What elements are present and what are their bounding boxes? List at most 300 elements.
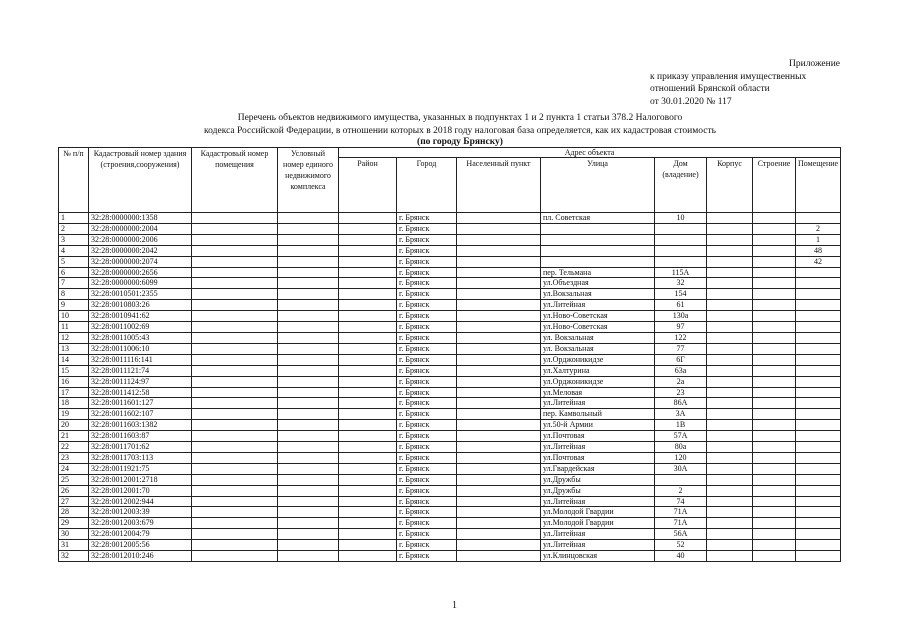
cell-stroenie (753, 223, 796, 234)
cell-cadastral-number: 32:28:0000000:2006 (89, 234, 192, 245)
cell-complex (278, 322, 339, 333)
cell-room (796, 529, 841, 540)
cell-num: 20 (59, 420, 89, 431)
cell-korpus (707, 300, 753, 311)
cell-num: 11 (59, 322, 89, 333)
cell-premises (192, 289, 278, 300)
cell-premises (192, 234, 278, 245)
cell-cadastral-number: 32:28:0011921:75 (89, 463, 192, 474)
cell-district (339, 376, 397, 387)
table-row (59, 365, 841, 376)
cell-room (796, 431, 841, 442)
cell-house (655, 256, 707, 267)
cell-street (541, 223, 655, 234)
cell-complex (278, 463, 339, 474)
cell-street (541, 245, 655, 256)
cell-room (796, 278, 841, 289)
cell-room: 48 (796, 245, 841, 256)
cell-complex (278, 278, 339, 289)
cell-premises (192, 365, 278, 376)
cell-num: 4 (59, 245, 89, 256)
cell-cadastral-number: 32:28:0011124:97 (89, 376, 192, 387)
cell-district (339, 507, 397, 518)
cell-city: г. Брянск (397, 223, 457, 234)
cell-settlement (457, 332, 541, 343)
cell-num: 22 (59, 442, 89, 453)
cell-complex (278, 213, 339, 224)
cell-num: 23 (59, 452, 89, 463)
cell-settlement (457, 485, 541, 496)
header-premises-cadastral: Кадастровый номер помещения (192, 148, 278, 213)
cell-num: 30 (59, 529, 89, 540)
cell-city: г. Брянск (397, 485, 457, 496)
cell-num: 8 (59, 289, 89, 300)
document-subtitle: (по городу Брянску) (417, 137, 503, 147)
cell-room (796, 343, 841, 354)
cell-premises (192, 256, 278, 267)
cell-house: 3А (655, 409, 707, 420)
cell-house: 56А (655, 529, 707, 540)
cell-stroenie (753, 376, 796, 387)
cell-city: г. Брянск (397, 245, 457, 256)
cell-stroenie (753, 474, 796, 485)
table-row (59, 311, 841, 322)
cell-cadastral-number: 32:28:0011121:74 (89, 365, 192, 376)
cell-complex (278, 507, 339, 518)
cell-cadastral-number: 32:28:0000000:1358 (89, 213, 192, 224)
appendix-date-line: от 30.01.2020 № 117 (650, 96, 732, 107)
cell-num: 26 (59, 485, 89, 496)
appendix-label: Приложение (789, 59, 840, 69)
cell-cadastral-number: 32:28:0000000:6099 (89, 278, 192, 289)
cell-cadastral-number: 32:28:0012003:679 (89, 518, 192, 529)
cell-premises (192, 223, 278, 234)
cell-room (796, 332, 841, 343)
cell-cadastral-number: 32:28:0012001:2718 (89, 474, 192, 485)
cell-city: г. Брянск (397, 452, 457, 463)
cell-complex (278, 398, 339, 409)
cell-district (339, 474, 397, 485)
cell-city: г. Брянск (397, 474, 457, 485)
cell-num: 5 (59, 256, 89, 267)
cell-num: 12 (59, 332, 89, 343)
table-row (59, 529, 841, 540)
cell-district (339, 234, 397, 245)
cell-settlement (457, 452, 541, 463)
cell-stroenie (753, 529, 796, 540)
cell-cadastral-number: 32:28:0000000:2004 (89, 223, 192, 234)
cell-complex (278, 223, 339, 234)
cell-street: пер. Камвольный (541, 409, 655, 420)
cell-house: 10 (655, 213, 707, 224)
cell-house (655, 245, 707, 256)
cell-settlement (457, 496, 541, 507)
title-line-1: Перечень объектов недвижимого имущества, указанных в подпунктах 1 и 2 пункта 1 статьи 378.2 Налогового (237, 113, 683, 123)
cell-settlement (457, 540, 541, 551)
table-row (59, 540, 841, 551)
cell-cadastral-number: 32:28:0011603:87 (89, 431, 192, 442)
cell-complex (278, 343, 339, 354)
cell-house: 154 (655, 289, 707, 300)
cell-complex (278, 311, 339, 322)
cell-num: 16 (59, 376, 89, 387)
cell-room (796, 376, 841, 387)
cell-street: ул.Ново-Советская (541, 311, 655, 322)
cell-house: 71А (655, 518, 707, 529)
cell-house: 80а (655, 442, 707, 453)
cell-num: 21 (59, 431, 89, 442)
cell-street: ул.Литейная (541, 529, 655, 540)
table-row (59, 463, 841, 474)
cell-premises (192, 376, 278, 387)
cell-district (339, 496, 397, 507)
header-city: Город (397, 158, 457, 213)
cell-stroenie (753, 234, 796, 245)
cell-num: 25 (59, 474, 89, 485)
cell-city: г. Брянск (397, 300, 457, 311)
cell-korpus (707, 452, 753, 463)
cell-settlement (457, 343, 541, 354)
table-row (59, 343, 841, 354)
cell-premises (192, 518, 278, 529)
cell-district (339, 485, 397, 496)
cell-korpus (707, 485, 753, 496)
table-row (59, 507, 841, 518)
cell-stroenie (753, 496, 796, 507)
cell-stroenie (753, 322, 796, 333)
cell-room: 42 (796, 256, 841, 267)
cell-city: г. Брянск (397, 234, 457, 245)
table-row (59, 431, 841, 442)
cell-street: ул.Гвардейская (541, 463, 655, 474)
cell-house: 30А (655, 463, 707, 474)
cell-house: 122 (655, 332, 707, 343)
cell-cadastral-number: 32:28:0011116:141 (89, 354, 192, 365)
cell-settlement (457, 551, 541, 562)
cell-premises (192, 551, 278, 562)
cell-premises (192, 452, 278, 463)
table-row (59, 496, 841, 507)
cell-house: 86А (655, 398, 707, 409)
cell-room (796, 485, 841, 496)
cell-room (796, 496, 841, 507)
cell-district (339, 431, 397, 442)
cell-settlement (457, 322, 541, 333)
cell-stroenie (753, 398, 796, 409)
cell-district (339, 409, 397, 420)
cell-num: 31 (59, 540, 89, 551)
cell-settlement (457, 529, 541, 540)
cell-stroenie (753, 300, 796, 311)
cell-premises (192, 431, 278, 442)
cell-street: ул.Объездная (541, 278, 655, 289)
cell-premises (192, 540, 278, 551)
cell-district (339, 420, 397, 431)
cell-house: 2 (655, 485, 707, 496)
appendix-order-line: к приказу управления имущественных (650, 71, 807, 82)
cell-settlement (457, 420, 541, 431)
cell-room (796, 300, 841, 311)
cell-korpus (707, 463, 753, 474)
header-district: Район (339, 158, 397, 213)
cell-korpus (707, 223, 753, 234)
cell-city: г. Брянск (397, 311, 457, 322)
cell-premises (192, 213, 278, 224)
cell-district (339, 278, 397, 289)
cell-room (796, 365, 841, 376)
cell-korpus (707, 343, 753, 354)
cell-street: ул.Почтовая (541, 452, 655, 463)
cell-house: 97 (655, 322, 707, 333)
cell-num: 7 (59, 278, 89, 289)
cell-num: 6 (59, 267, 89, 278)
cell-cadastral-number: 32:28:0011005:43 (89, 332, 192, 343)
cell-district (339, 300, 397, 311)
cell-stroenie (753, 442, 796, 453)
cell-premises (192, 442, 278, 453)
cell-korpus (707, 278, 753, 289)
header-house: Дом (владение) (655, 158, 707, 213)
page-number: 1 (452, 600, 457, 611)
header-street: Улица (541, 158, 655, 213)
cell-num: 10 (59, 311, 89, 322)
cell-korpus (707, 256, 753, 267)
cell-num: 24 (59, 463, 89, 474)
cell-district (339, 540, 397, 551)
cell-settlement (457, 267, 541, 278)
cell-num: 9 (59, 300, 89, 311)
cell-stroenie (753, 245, 796, 256)
cell-room (796, 463, 841, 474)
cell-district (339, 398, 397, 409)
cell-complex (278, 256, 339, 267)
cell-house: 130а (655, 311, 707, 322)
cell-cadastral-number: 32:28:0000000:2656 (89, 267, 192, 278)
cell-street: ул.Литейная (541, 300, 655, 311)
cell-settlement (457, 289, 541, 300)
cell-house: 23 (655, 387, 707, 398)
header-stroenie: Строение (753, 158, 796, 213)
cell-stroenie (753, 431, 796, 442)
cell-num: 3 (59, 234, 89, 245)
cell-street: ул.Вокзальная (541, 289, 655, 300)
cell-stroenie (753, 540, 796, 551)
cell-city: г. Брянск (397, 343, 457, 354)
cell-street: ул.Литейная (541, 496, 655, 507)
table-row (59, 551, 841, 562)
cell-premises (192, 409, 278, 420)
cell-room: 2 (796, 223, 841, 234)
cell-premises (192, 267, 278, 278)
cell-stroenie (753, 409, 796, 420)
cell-premises (192, 496, 278, 507)
table-row (59, 474, 841, 485)
cell-street: пер. Тельмана (541, 267, 655, 278)
table-row (59, 289, 841, 300)
cell-district (339, 452, 397, 463)
appendix-department-line: отношений Брянской области (650, 84, 770, 94)
cell-cadastral-number: 32:28:0012003:39 (89, 507, 192, 518)
cell-settlement (457, 463, 541, 474)
cell-settlement (457, 474, 541, 485)
cell-city: г. Брянск (397, 551, 457, 562)
cell-korpus (707, 332, 753, 343)
cell-cadastral-number: 32:28:0011412:58 (89, 387, 192, 398)
table-row (59, 518, 841, 529)
cell-room (796, 442, 841, 453)
cell-city: г. Брянск (397, 213, 457, 224)
cell-district (339, 551, 397, 562)
cell-korpus (707, 387, 753, 398)
cell-stroenie (753, 507, 796, 518)
cell-settlement (457, 278, 541, 289)
cell-settlement (457, 223, 541, 234)
title-line-2: кодекса Российской Федерации, в отношении которых в 2018 году налоговая база определяется, как их кадастровая стоимость (204, 125, 716, 136)
cell-cadastral-number: 32:28:0010803:26 (89, 300, 192, 311)
cell-premises (192, 420, 278, 431)
cell-district (339, 213, 397, 224)
cell-stroenie (753, 463, 796, 474)
cell-street: ул.Халтурина (541, 365, 655, 376)
cell-house: 57А (655, 431, 707, 442)
table-row (59, 409, 841, 420)
cell-korpus (707, 398, 753, 409)
cell-house: 52 (655, 540, 707, 551)
cell-korpus (707, 245, 753, 256)
table-row (59, 452, 841, 463)
cell-house (655, 474, 707, 485)
cell-city: г. Брянск (397, 540, 457, 551)
cell-num: 18 (59, 398, 89, 409)
table-body (59, 213, 841, 562)
cell-korpus (707, 409, 753, 420)
cell-premises (192, 463, 278, 474)
cell-complex (278, 409, 339, 420)
table-row (59, 245, 841, 256)
cell-city: г. Брянск (397, 354, 457, 365)
cell-num: 2 (59, 223, 89, 234)
cell-cadastral-number: 32:28:0010501:2355 (89, 289, 192, 300)
cell-stroenie (753, 213, 796, 224)
cell-district (339, 387, 397, 398)
cell-premises (192, 343, 278, 354)
cell-room (796, 398, 841, 409)
cell-city: г. Брянск (397, 518, 457, 529)
cell-premises (192, 245, 278, 256)
header-room: Помещение (796, 158, 841, 213)
table-row (59, 213, 841, 224)
cell-cadastral-number: 32:28:0012005:56 (89, 540, 192, 551)
cell-house: 63а (655, 365, 707, 376)
cell-premises (192, 529, 278, 540)
cell-city: г. Брянск (397, 387, 457, 398)
cell-street: ул.Молодой Гвардии (541, 507, 655, 518)
cell-settlement (457, 300, 541, 311)
cell-complex (278, 431, 339, 442)
cell-settlement (457, 507, 541, 518)
cell-complex (278, 452, 339, 463)
cell-city: г. Брянск (397, 409, 457, 420)
cell-street: ул.Молодой Гвардии (541, 518, 655, 529)
cell-city: г. Брянск (397, 496, 457, 507)
cell-street: ул. Вокзальная (541, 332, 655, 343)
cell-korpus (707, 267, 753, 278)
cell-house: 61 (655, 300, 707, 311)
cell-city: г. Брянск (397, 278, 457, 289)
cell-stroenie (753, 551, 796, 562)
cell-stroenie (753, 354, 796, 365)
table-row (59, 332, 841, 343)
cell-complex (278, 540, 339, 551)
cell-num: 32 (59, 551, 89, 562)
header-korpus: Корпус (707, 158, 753, 213)
cell-complex (278, 529, 339, 540)
cell-room (796, 267, 841, 278)
cell-district (339, 463, 397, 474)
cell-house: 6Г (655, 354, 707, 365)
cell-cadastral-number: 32:28:0012001:70 (89, 485, 192, 496)
cell-house: 1В (655, 420, 707, 431)
cell-district (339, 518, 397, 529)
cell-room (796, 420, 841, 431)
cell-city: г. Брянск (397, 529, 457, 540)
cell-korpus (707, 442, 753, 453)
cell-district (339, 223, 397, 234)
header-settlement: Населенный пункт (457, 158, 541, 213)
cell-district (339, 354, 397, 365)
cell-complex (278, 245, 339, 256)
cell-settlement (457, 442, 541, 453)
cell-korpus (707, 540, 753, 551)
cell-room (796, 213, 841, 224)
cell-num: 28 (59, 507, 89, 518)
cell-street: ул.Орджоникидзе (541, 376, 655, 387)
cell-korpus (707, 551, 753, 562)
cell-premises (192, 474, 278, 485)
cell-korpus (707, 322, 753, 333)
cell-district (339, 529, 397, 540)
cell-district (339, 442, 397, 453)
cell-city: г. Брянск (397, 431, 457, 442)
cell-premises (192, 278, 278, 289)
cell-premises (192, 300, 278, 311)
cell-premises (192, 398, 278, 409)
cell-street (541, 234, 655, 245)
cell-street: пл. Советская (541, 213, 655, 224)
cell-premises (192, 311, 278, 322)
cell-cadastral-number: 32:28:0000000:2042 (89, 245, 192, 256)
cell-korpus (707, 507, 753, 518)
cell-district (339, 343, 397, 354)
cell-house: 115А (655, 267, 707, 278)
cell-room: 1 (796, 234, 841, 245)
cell-city: г. Брянск (397, 256, 457, 267)
cell-street: ул.Ново-Советская (541, 322, 655, 333)
cell-cadastral-number: 32:28:0011603:1382 (89, 420, 192, 431)
cell-district (339, 245, 397, 256)
property-table (58, 147, 841, 562)
cell-settlement (457, 354, 541, 365)
table-row (59, 300, 841, 311)
cell-settlement (457, 376, 541, 387)
cell-settlement (457, 213, 541, 224)
cell-room (796, 474, 841, 485)
document-title (150, 112, 770, 137)
table-row (59, 322, 841, 333)
cell-settlement (457, 245, 541, 256)
cell-stroenie (753, 278, 796, 289)
cell-room (796, 518, 841, 529)
